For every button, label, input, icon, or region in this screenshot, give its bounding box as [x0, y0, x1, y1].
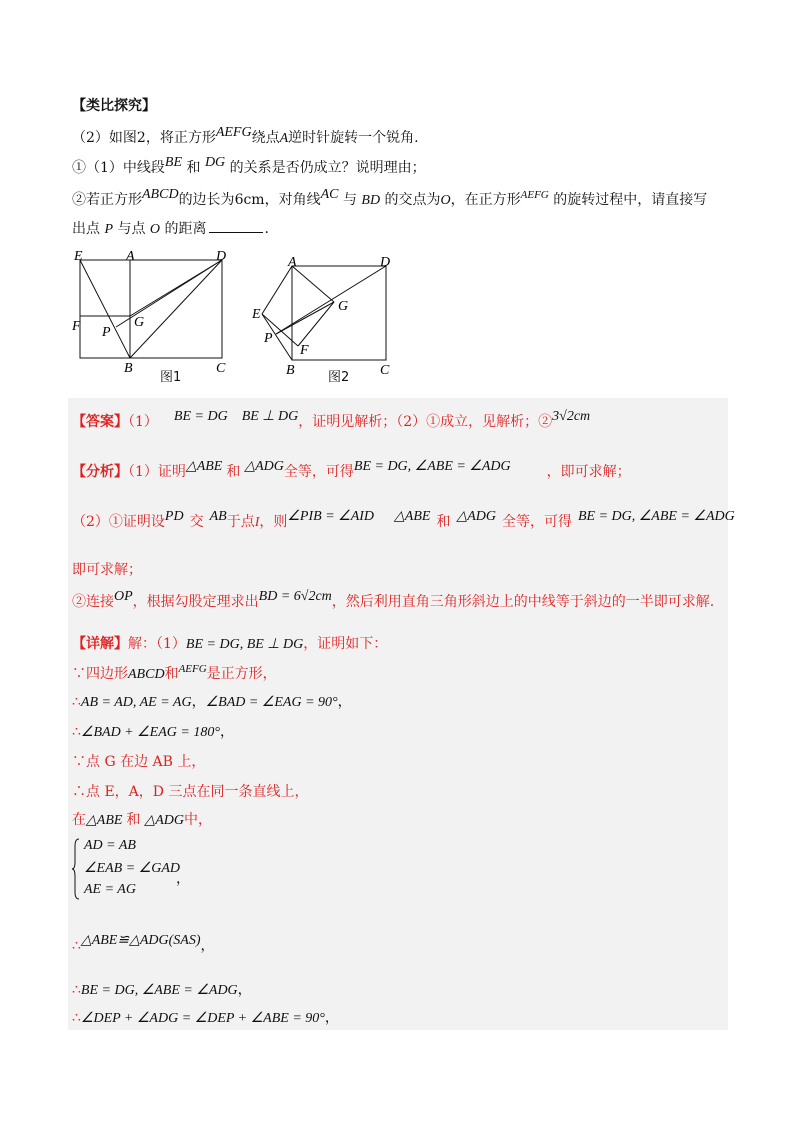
- fig1-label-B: B: [124, 361, 133, 376]
- question-2-intro: （2）如图2，将正方形AEFG绕点A逆时针旋转一个锐角.: [72, 125, 419, 146]
- fig2-label-B: B: [286, 363, 295, 378]
- figure-2: [250, 248, 400, 383]
- left-brace-icon: [72, 838, 80, 900]
- system-equation-1: AD = AB: [84, 838, 136, 853]
- question-2-part-2-line-2: 出点 P 与点 O 的距离 .: [72, 218, 269, 240]
- detail-line-9: ∴∠DEP + ∠ADG = ∠DEP + ∠ABE = 90°，: [72, 1010, 339, 1026]
- figure-1: [72, 248, 242, 383]
- analysis-line-2: （2）①证明设PD 交 AB于点I，则∠PIB = ∠AID △ABE 和 △ADG 全等，可得 BE = DG, ∠ABE = ∠ADG: [72, 509, 735, 530]
- fig1-label-A: A: [126, 249, 135, 264]
- figure-1-caption: 图1: [160, 370, 182, 385]
- figure-2-diagram: [250, 248, 400, 383]
- detail-line-8: ∴BE = DG, ∠ABE = ∠ADG，: [72, 982, 252, 998]
- analysis-line-4: ②连接OP，根据勾股定理求出BD = 6√2cm，然后利用直角三角形斜边上的中线等于斜边的一半即可求解.: [72, 589, 715, 610]
- fig1-label-C: C: [216, 361, 226, 376]
- fig1-label-F: F: [72, 319, 81, 334]
- answer-line: 【答案】（1） BE = DG BE ⊥ DG，证明见解析；（2）①成立，见解析；②3√2cm: [72, 409, 591, 430]
- figure-2-caption: 图2: [328, 370, 350, 385]
- analysis-line-1: 【分析】（1）证明△ABE 和 △ADG全等，可得BE = DG, ∠ABE = ∠ADG ，即可求解；: [72, 459, 631, 480]
- detail-line-7: ∴△ABE≌△ADG(SAS)，: [72, 933, 215, 954]
- detail-line-0: 【详解】解：（1）BE = DG, BE ⊥ DG，证明如下：: [72, 636, 388, 652]
- fig2-label-P: P: [264, 331, 273, 346]
- detail-line-3: ∴∠BAD + ∠EAG = 180°，: [72, 724, 234, 740]
- fig2-label-D: D: [380, 255, 391, 270]
- detail-line-5: ∴点 E，A，D 三点在同一条直线上，: [72, 784, 309, 800]
- question-2-part-1: ①（1）中线段BE 和 DG 的关系是否仍成立？说明理由；: [72, 155, 426, 176]
- fig1-label-D: D: [216, 249, 227, 264]
- answer-blank: [209, 218, 263, 233]
- fig2-label-E: E: [252, 307, 261, 322]
- section-title: 【类比探究】: [72, 98, 156, 114]
- square-abcd-outline-extended: [80, 260, 222, 358]
- fig2-label-A: A: [288, 255, 297, 270]
- system-equation-3: AE = AG: [84, 882, 136, 897]
- fig2-label-F: F: [300, 343, 309, 358]
- detail-line-4: ∵点 G 在边 AB 上，: [72, 754, 206, 770]
- fig1-label-P: P: [102, 325, 111, 340]
- question-2-part-2: ②若正方形ABCD的边长为6cm，对角线AC 与 BD 的交点为O，在正方形$^{AEFG}$ 的旋转过程中，请直接写: [72, 187, 708, 208]
- figure-1-diagram: [72, 248, 242, 383]
- fig2-label-G: G: [338, 299, 349, 314]
- analysis-line-3: 即可求解；: [72, 562, 142, 578]
- system-equation-2: ∠EAB = ∠GAD: [84, 861, 180, 876]
- detail-line-2: ∴AB = AD, AE = AG，∠BAD = ∠EAG = 90°，: [72, 694, 352, 710]
- fig2-label-C: C: [380, 363, 390, 378]
- fig1-label-E: E: [74, 249, 83, 264]
- fig1-label-G: G: [134, 315, 145, 330]
- detail-line-6: 在△ABE 和 △ADG中，: [72, 812, 212, 828]
- detail-line-1: ∵四边形ABCD和$^{AEFG}$是正方形，: [72, 663, 277, 682]
- system-comma: ，: [176, 872, 190, 887]
